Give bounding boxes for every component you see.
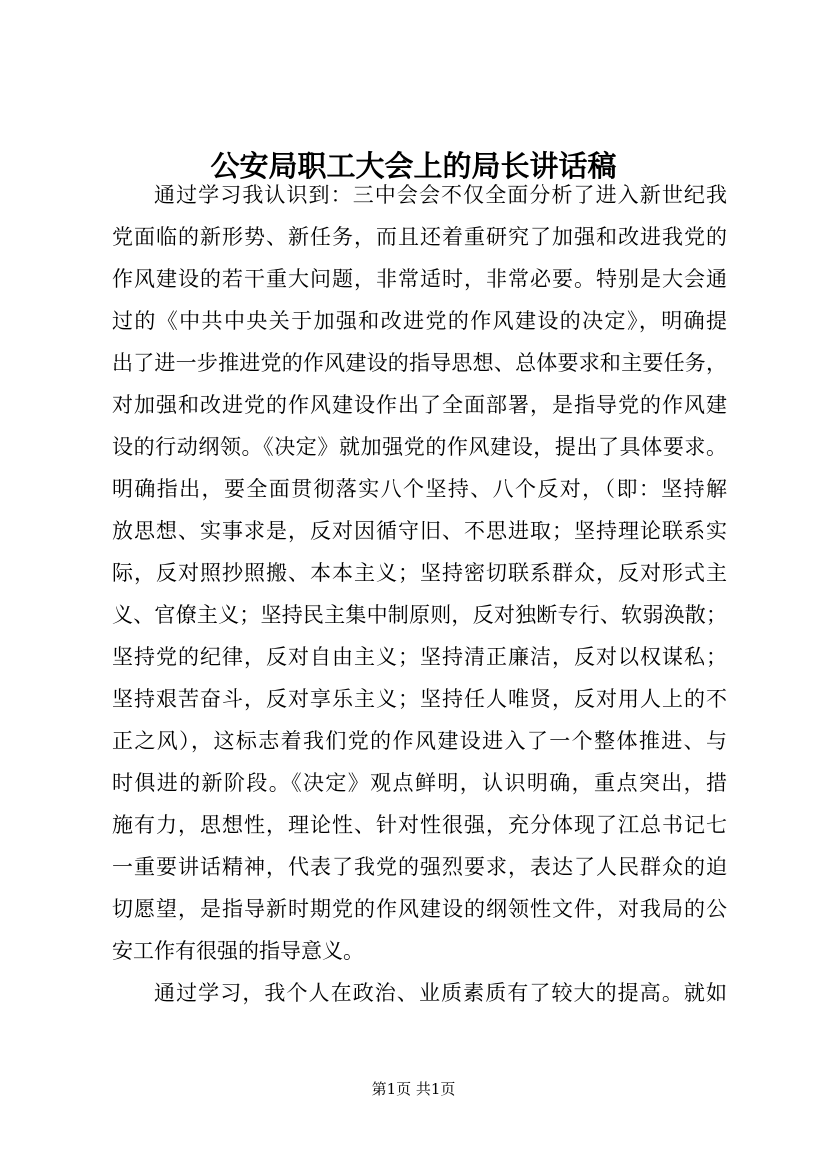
paragraph-1-line-10: 际，反对照抄照搬、本本主义；坚持密切联系群众，反对形式主 — [112, 561, 727, 585]
paragraph-1-line-3: 作风建设的若干重大问题，非常适时，非常必要。特别是大会通 — [112, 267, 727, 291]
paragraph-1-line-4: 过的《中共中央关于加强和改进党的作风建设的决定》，明确提 — [112, 309, 727, 333]
page-title: 公安局职工大会上的局长讲话稿 — [210, 149, 617, 183]
paragraph-1-line-5: 出了进一步推进党的作风建设的指导思想、总体要求和主要任务， — [112, 351, 727, 375]
paragraph-1-line-9: 放思想、实事求是，反对因循守旧、不思进取；坚持理论联系实 — [112, 519, 727, 543]
paragraph-1-line-14: 正之风），这标志着我们党的作风建设进入了一个整体推进、与 — [112, 729, 727, 753]
paragraph-1-line-13: 坚持艰苦奋斗，反对享乐主义；坚持任人唯贤，反对用人上的不 — [112, 687, 727, 711]
paragraph-2-line-1: 通过学习，我个人在政治、业质素质有了较大的提高。就如 — [154, 981, 727, 1005]
page-footer: 第1页 共1页 — [371, 1080, 456, 1098]
paragraph-1-line-11: 义、官僚主义；坚持民主集中制原则，反对独断专行、软弱涣散； — [112, 603, 727, 627]
paragraph-1-line-8: 明确指出，要全面贯彻落实八个坚持、八个反对，（即：坚持解 — [112, 477, 727, 501]
paragraph-1-line-18: 切愿望，是指导新时期党的作风建设的纲领性文件，对我局的公 — [112, 897, 727, 921]
paragraph-1-line-15: 时俱进的新阶段。《决定》观点鲜明，认识明确，重点突出，措 — [112, 771, 727, 795]
paragraph-1-line-6: 对加强和改进党的作风建设作出了全面部署，是指导党的作风建 — [112, 393, 727, 417]
document-body — [112, 174, 727, 1014]
paragraph-1-line-17: 一重要讲话精神，代表了我党的强烈要求，表达了人民群众的迫 — [112, 855, 727, 879]
paragraph-1-line-7: 设的行动纲领。《决定》就加强党的作风建设，提出了具体要求。 — [112, 435, 727, 459]
paragraph-1-line-2: 党面临的新形势、新任务，而且还着重研究了加强和改进我党的 — [112, 225, 727, 249]
paragraph-1-line-16: 施有力，思想性，理论性、针对性很强，充分体现了江总书记七 — [112, 813, 727, 837]
paragraph-1-line-12: 坚持党的纪律，反对自由主义；坚持清正廉洁，反对以权谋私； — [112, 645, 727, 669]
paragraph-1-line-1: 通过学习我认识到：三中会会不仅全面分析了进入新世纪我 — [154, 183, 727, 207]
paragraph-1-line-19: 安工作有很强的指导意义。 — [112, 939, 364, 963]
